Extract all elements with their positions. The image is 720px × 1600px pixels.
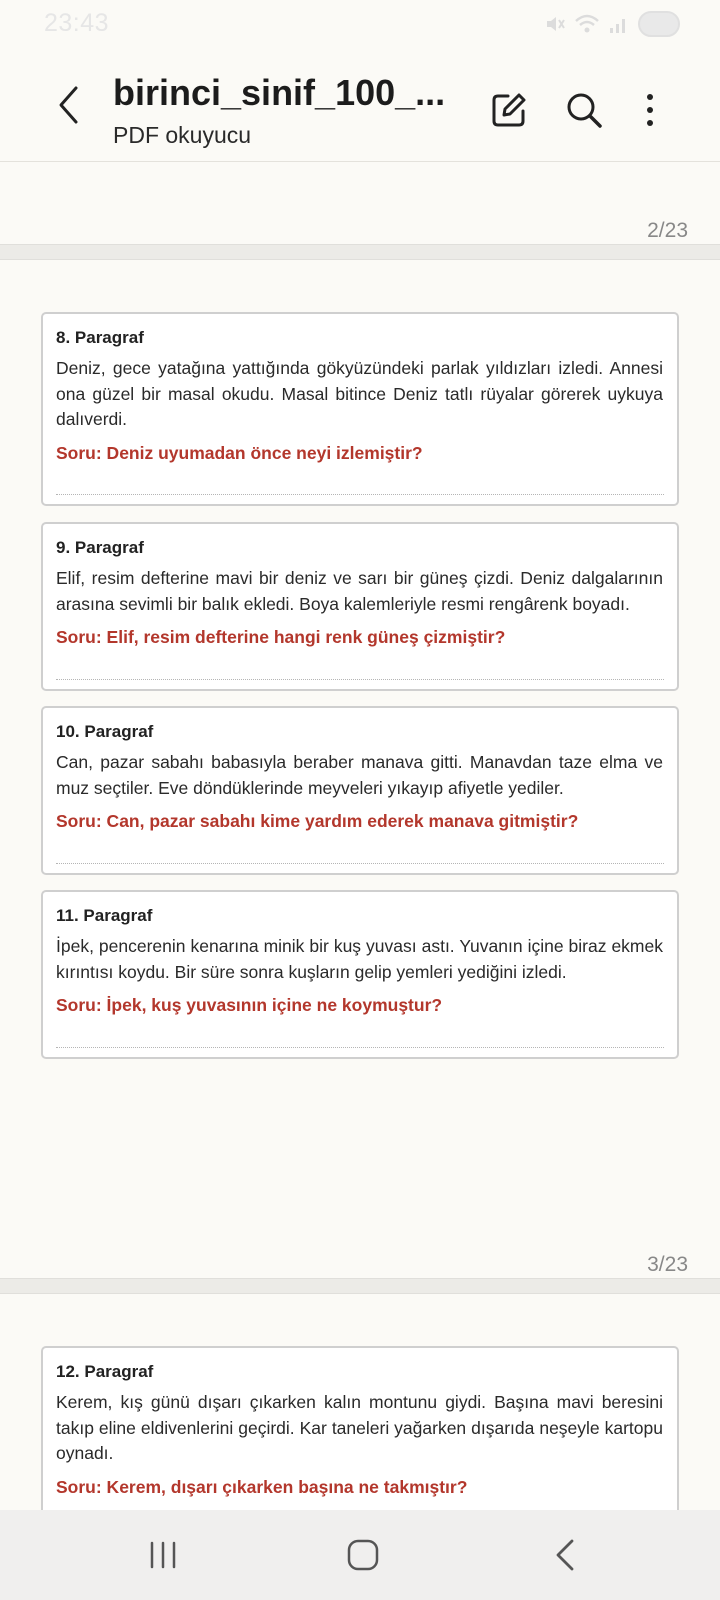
paragraph-card	[41, 522, 679, 691]
wifi-icon	[574, 13, 600, 35]
search-icon	[565, 91, 603, 129]
paragraph-card	[41, 706, 679, 875]
card-title: 8. Paragraf	[56, 328, 144, 347]
card-question: Soru: Can, pazar sabahı kime yardım ederek manava gitmiştir?	[56, 811, 579, 831]
answer-line	[56, 863, 664, 864]
card-question: Soru: Elif, resim defterine hangi renk güneş çizmiştir?	[56, 627, 506, 647]
app-subtitle: PDF okuyucu	[113, 122, 252, 148]
paragraph-card	[41, 890, 679, 1059]
card-question: Soru: İpek, kuş yuvasının içine ne koymuştur?	[56, 995, 443, 1015]
signal-icon	[608, 13, 630, 35]
status-time: 23:43	[44, 9, 110, 37]
recent-apps-icon	[148, 1541, 178, 1569]
page-number-2: 2/23	[647, 219, 688, 242]
more-options-button[interactable]	[628, 88, 672, 132]
recent-apps-button[interactable]	[138, 1532, 188, 1578]
page-separator	[0, 1278, 720, 1294]
app-header	[0, 48, 720, 162]
card-question: Soru: Deniz uyumadan önce neyi izlemiştir?	[56, 442, 423, 463]
document-title: birinci_sinif_100_...	[113, 72, 446, 113]
card-title: 12. Paragraf	[56, 1362, 154, 1381]
card-title: 9. Paragraf	[56, 538, 144, 557]
answer-line	[56, 494, 664, 495]
back-button[interactable]	[46, 82, 90, 128]
back-arrow-icon	[56, 85, 80, 125]
status-bar	[0, 0, 720, 48]
card-text: Kerem, kış günü dışarı çıkarken kalın montunu giydi. Başına mavi beresini takıp eline eldivenlerini geçirdi. Kar taneleri yağarken dışarıda neşeyle kartopu oynadı.	[56, 1392, 663, 1463]
battery-icon	[638, 11, 680, 37]
nav-back-button[interactable]	[540, 1532, 590, 1578]
nav-back-icon	[554, 1538, 576, 1572]
status-icons	[544, 10, 680, 38]
page-separator	[0, 244, 720, 260]
card-title: 10. Paragraf	[56, 722, 154, 741]
mute-icon	[544, 13, 566, 35]
card-title: 11. Paragraf	[56, 906, 153, 925]
card-text: İpek, pencerenin kenarına minik bir kuş yuvası astı. Yuvanın içine biraz ekmek kırıntısı koydu. Bir süre sonra kuşların gelip yemleri yediğini izledi.	[56, 936, 663, 982]
system-nav-bar	[0, 1510, 720, 1600]
edit-button[interactable]	[487, 88, 531, 132]
edit-icon	[490, 91, 528, 129]
answer-line	[56, 679, 664, 680]
answer-line	[56, 1047, 664, 1048]
card-question: Soru: Kerem, dışarı çıkarken başına ne takmıştır?	[56, 1476, 468, 1497]
card-text: Can, pazar sabahı babasıyla beraber manava gitti. Manavdan taze elma ve muz seçtiler. Eve döndüklerinde meyveleri yıkayıp afiyetle yediler.	[56, 752, 663, 798]
page-number-3: 3/23	[647, 1253, 688, 1276]
card-text: Deniz, gece yatağına yattığında gökyüzündeki parlak yıldızları izledi. Annesi ona güzel bir masal okudu. Masal bitince Deniz tatlı rüyalar görerek uykuya dalıverdi.	[56, 358, 663, 429]
home-icon	[346, 1538, 380, 1572]
paragraph-card	[41, 312, 679, 506]
search-button[interactable]	[562, 88, 606, 132]
card-text: Elif, resim defterine mavi bir deniz ve sarı bir güneş çizdi. Deniz dalgalarının arasına sevimli bir balık ekledi. Boya kalemleriyle resmi rengârenk boyadı.	[56, 568, 663, 614]
home-button[interactable]	[338, 1532, 388, 1578]
more-vertical-icon	[644, 92, 656, 128]
